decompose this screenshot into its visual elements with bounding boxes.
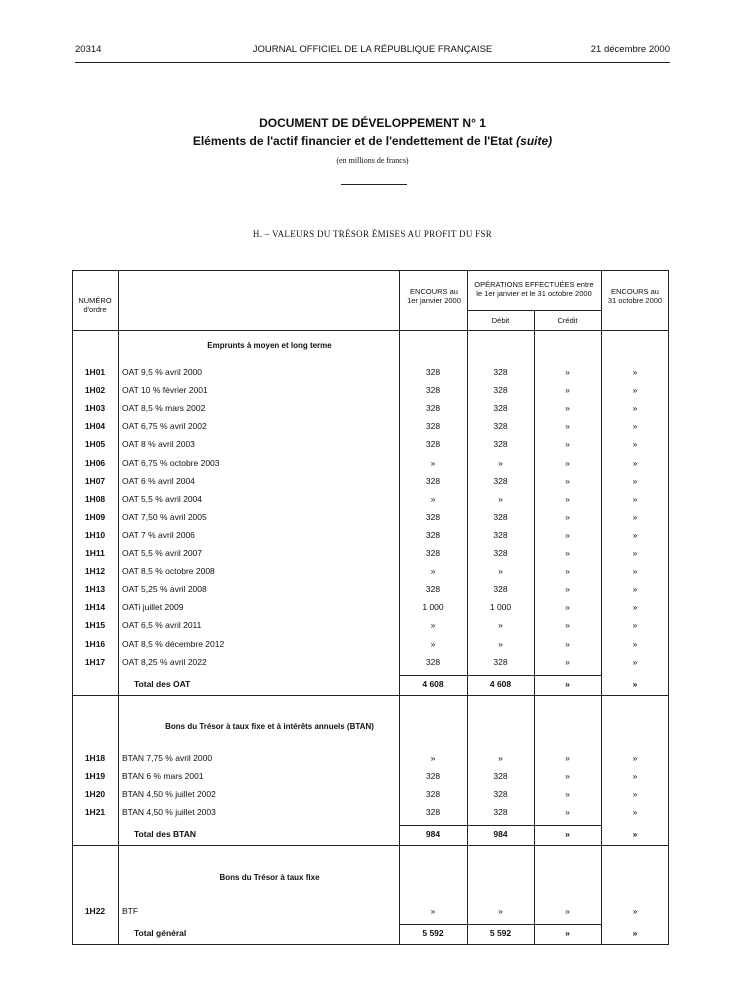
encours-debut-value: » xyxy=(430,753,436,763)
group-separator xyxy=(72,695,669,696)
encours-fin-value: » xyxy=(632,566,638,577)
debit-value: » xyxy=(498,906,503,916)
encours-fin-value: » xyxy=(632,367,638,377)
header-rule xyxy=(75,62,670,63)
credit-value: » xyxy=(565,656,570,667)
group-heading: Bons du Trésor à taux fixe et à intérêts annuels (BTAN) xyxy=(165,722,374,731)
encours-fin-value: » xyxy=(632,602,638,613)
encours-fin-value: » xyxy=(632,529,638,540)
debit-value: 328 xyxy=(493,367,508,377)
row-label-text: BTAN 7,75 % avril 2000 xyxy=(122,753,213,763)
row-label-text: BTAN 4,50 % juillet 2002 xyxy=(122,789,216,800)
row-code: 1H17 xyxy=(84,656,106,667)
encours-fin-value: » xyxy=(632,475,638,486)
row-code: 1H13 xyxy=(84,584,106,595)
table-row xyxy=(72,804,669,821)
table-row xyxy=(72,455,669,472)
credit-value: » xyxy=(565,421,570,432)
encours-debut-value: 328 xyxy=(425,789,441,800)
credit-value: » xyxy=(565,566,570,577)
table-row xyxy=(72,581,669,598)
encours-fin-value: » xyxy=(632,679,638,689)
debit-value: » xyxy=(498,457,503,468)
row-code: 1H08 xyxy=(84,493,106,504)
col-header-numero: NUMÉRO d'ordre xyxy=(78,296,112,314)
row-code: 1H12 xyxy=(84,566,106,577)
title-rule xyxy=(341,184,407,185)
row-label-text: OAT 5,5 % avril 2004 xyxy=(122,493,203,504)
encours-debut-value: 1 000 xyxy=(422,602,444,613)
encours-fin-value: » xyxy=(632,493,638,504)
credit-value: » xyxy=(565,807,570,818)
col-header-encours-fin: ENCOURS au 31 octobre 2000 xyxy=(607,287,663,305)
encours-debut-value: 328 xyxy=(425,584,441,595)
credit-value: » xyxy=(565,829,570,839)
encours-debut-value: 328 xyxy=(425,511,441,522)
encours-debut-value: 984 xyxy=(425,829,441,839)
row-label-text: OAT 9,5 % avril 2000 xyxy=(122,367,203,377)
encours-debut-value: » xyxy=(430,620,436,631)
table-row xyxy=(72,545,669,562)
table-row xyxy=(72,636,669,653)
row-label-text: OAT 6 % avril 2004 xyxy=(122,475,195,486)
table-row xyxy=(72,382,669,399)
row-label-text: BTF xyxy=(122,906,139,916)
encours-debut-value: 328 xyxy=(425,548,441,558)
encours-fin-value: » xyxy=(632,906,638,916)
encours-fin-value: » xyxy=(632,807,638,818)
row-code: 1H05 xyxy=(84,439,106,450)
row-code: 1H07 xyxy=(84,475,106,486)
credit-value: » xyxy=(565,403,570,414)
publication-date: 21 décembre 2000 xyxy=(590,44,670,55)
row-label-text: OAT 10 % février 2001 xyxy=(122,385,208,396)
encours-fin-value: » xyxy=(632,753,638,763)
table-row xyxy=(72,400,669,417)
units-note: (en millions de francs) xyxy=(336,156,409,165)
encours-debut-value: 5 592 xyxy=(422,928,444,938)
header-subrule xyxy=(467,310,601,311)
total-row xyxy=(72,925,669,942)
debit-value: 328 xyxy=(493,807,508,818)
subtitle-suffix: (suite) xyxy=(516,134,553,148)
encours-debut-value: 328 xyxy=(425,403,441,414)
section-title: H. – VALEURS DU TRÉSOR ÉMISES AU PROFIT DU FSR xyxy=(252,229,493,239)
credit-value: » xyxy=(565,475,570,486)
encours-fin-value: » xyxy=(632,620,638,631)
encours-fin-value: » xyxy=(632,829,638,839)
encours-debut-value: 328 xyxy=(425,475,441,486)
encours-debut-value: 328 xyxy=(425,529,441,540)
row-code: 1H18 xyxy=(84,753,106,763)
debit-value: 328 xyxy=(493,475,508,486)
total-row xyxy=(72,826,669,843)
encours-debut-value: » xyxy=(430,638,436,649)
credit-value: » xyxy=(565,385,570,396)
encours-debut-value: » xyxy=(430,493,436,504)
credit-value: » xyxy=(565,602,570,613)
credit-value: » xyxy=(565,529,570,540)
debit-value: 328 xyxy=(493,529,508,540)
table-row xyxy=(72,436,669,453)
row-label-text: Total des BTAN xyxy=(134,829,197,839)
encours-debut-value: » xyxy=(430,457,436,468)
row-code: 1H15 xyxy=(84,620,106,631)
table-row xyxy=(72,473,669,490)
table-row xyxy=(72,509,669,526)
debit-value: 328 xyxy=(493,421,508,432)
credit-value: » xyxy=(565,906,570,916)
debit-value: 328 xyxy=(493,403,508,414)
table-row xyxy=(72,563,669,580)
debit-value: 1 000 xyxy=(489,602,512,613)
col-header-operations: OPÉRATIONS EFFECTUÉES entre le 1er janvier et le 31 octobre 2000 xyxy=(474,280,594,298)
table-row xyxy=(72,786,669,803)
row-code: 1H06 xyxy=(84,457,106,468)
debit-value: 328 xyxy=(493,548,508,558)
row-label-text: OAT 6,5 % avril 2011 xyxy=(122,620,202,631)
row-label-text: Total des OAT xyxy=(134,679,191,689)
debit-value: » xyxy=(498,620,503,631)
row-label-text: BTAN 6 % mars 2001 xyxy=(122,771,204,782)
row-code: 1H16 xyxy=(84,638,106,649)
encours-debut-value: 328 xyxy=(425,807,441,818)
credit-value: » xyxy=(565,548,570,558)
debit-value: 328 xyxy=(493,584,508,595)
credit-value: » xyxy=(565,511,570,522)
credit-value: » xyxy=(565,620,570,631)
row-code: 1H11 xyxy=(85,548,105,558)
encours-fin-value: » xyxy=(632,403,638,414)
row-label-text: OATi juillet 2009 xyxy=(122,602,184,613)
row-code: 1H22 xyxy=(84,906,106,916)
credit-value: » xyxy=(565,493,570,504)
row-label-text: OAT 6,75 % octobre 2003 xyxy=(122,457,220,468)
table-row xyxy=(72,418,669,435)
row-label-text: OAT 8,5 % décembre 2012 xyxy=(122,638,225,649)
credit-value: » xyxy=(565,367,570,377)
table-row xyxy=(72,364,669,381)
encours-fin-value: » xyxy=(632,656,638,667)
row-label-text: OAT 6,75 % avril 2002 xyxy=(122,421,207,432)
credit-value: » xyxy=(565,679,570,689)
credit-value: » xyxy=(565,439,570,450)
document-title: DOCUMENT DE DÉVELOPPEMENT N° 1 xyxy=(259,116,486,130)
table-row xyxy=(72,617,669,634)
credit-value: » xyxy=(565,638,570,649)
row-code: 1H04 xyxy=(84,421,106,432)
encours-debut-value: 328 xyxy=(425,771,441,782)
encours-fin-value: » xyxy=(632,928,638,938)
table-row xyxy=(72,768,669,785)
debit-value: 328 xyxy=(493,439,508,450)
encours-debut-value: » xyxy=(430,566,436,577)
row-label-text: OAT 8,5 % octobre 2008 xyxy=(122,566,215,577)
row-label-text: BTAN 4,50 % juillet 2003 xyxy=(122,807,216,818)
encours-debut-value: 328 xyxy=(425,421,441,432)
row-code: 1H03 xyxy=(84,403,106,414)
row-code: 1H10 xyxy=(84,529,106,540)
row-label-text: OAT 8 % avril 2003 xyxy=(122,439,195,450)
row-code: 1H14 xyxy=(84,602,106,613)
credit-value: » xyxy=(565,753,570,763)
row-label-text: OAT 5,5 % avril 2007 xyxy=(122,548,203,558)
credit-value: » xyxy=(565,584,570,595)
document-subtitle xyxy=(75,134,670,148)
row-code: 1H20 xyxy=(84,789,106,800)
header-bottom-rule xyxy=(72,330,669,331)
debit-value: 328 xyxy=(493,385,508,396)
encours-fin-value: » xyxy=(632,584,638,595)
row-code: 1H09 xyxy=(84,511,106,522)
row-code: 1H19 xyxy=(84,771,106,782)
page-number: 20314 xyxy=(75,44,102,55)
encours-fin-value: » xyxy=(632,385,638,396)
credit-value: » xyxy=(565,928,570,938)
debit-value: » xyxy=(498,566,503,577)
encours-fin-value: » xyxy=(632,789,638,800)
debit-value: 4 608 xyxy=(489,679,512,689)
table-row xyxy=(72,599,669,616)
row-label-text: OAT 5,25 % avril 2008 xyxy=(122,584,207,595)
table-row xyxy=(72,903,669,920)
group-separator xyxy=(72,845,669,846)
encours-fin-value: » xyxy=(632,511,638,522)
debit-value: 984 xyxy=(493,829,508,839)
table-row xyxy=(72,491,669,508)
credit-value: » xyxy=(565,457,570,468)
debit-value: 5 592 xyxy=(489,928,512,938)
col-header-encours-debut: ENCOURS au 1er janvier 2000 xyxy=(407,287,461,305)
encours-fin-value: » xyxy=(632,638,638,649)
page-header xyxy=(75,44,670,62)
debit-value: » xyxy=(498,753,503,763)
col-header-credit: Crédit xyxy=(557,316,578,325)
encours-fin-value: » xyxy=(632,548,638,558)
encours-fin-value: » xyxy=(632,421,638,432)
encours-debut-value: » xyxy=(430,906,436,916)
group-heading: Bons du Trésor à taux fixe xyxy=(219,873,320,882)
row-label-text: Total général xyxy=(134,928,187,938)
encours-fin-value: » xyxy=(632,457,638,468)
debit-value: 328 xyxy=(493,656,508,667)
journal-title: JOURNAL OFFICIEL DE LA RÉPUBLIQUE FRANÇAISE xyxy=(252,44,493,55)
encours-debut-value: 328 xyxy=(425,656,441,667)
credit-value: » xyxy=(565,789,570,800)
row-label-text: OAT 7,50 % avril 2005 xyxy=(122,511,207,522)
subtitle-text: Eléments de l'actif financier et de l'endettement de l'Etat xyxy=(192,134,513,148)
table-row xyxy=(72,750,669,767)
total-row xyxy=(72,676,669,693)
row-code: 1H02 xyxy=(84,385,106,396)
encours-debut-value: 328 xyxy=(425,367,441,377)
encours-fin-value: » xyxy=(632,439,638,450)
col-header-debit: Débit xyxy=(491,316,510,325)
debit-value: » xyxy=(498,493,503,504)
table-row xyxy=(72,527,669,544)
row-label-text: OAT 8,5 % mars 2002 xyxy=(122,403,206,414)
table-row xyxy=(72,654,669,671)
encours-fin-value: » xyxy=(632,771,638,782)
debit-value: 328 xyxy=(493,789,508,800)
row-label-text: OAT 8,25 % avril 2022 xyxy=(122,656,207,667)
row-label-text: OAT 7 % avril 2006 xyxy=(122,529,195,540)
debit-value: » xyxy=(498,638,503,649)
encours-debut-value: 328 xyxy=(425,385,441,396)
encours-debut-value: 4 608 xyxy=(422,679,444,689)
debit-value: 328 xyxy=(493,771,508,782)
row-code: 1H01 xyxy=(84,367,106,377)
row-code: 1H21 xyxy=(84,807,106,818)
credit-value: » xyxy=(565,771,570,782)
group-heading: Emprunts à moyen et long terme xyxy=(207,341,332,350)
encours-debut-value: 328 xyxy=(425,439,441,450)
debit-value: 328 xyxy=(493,511,508,522)
